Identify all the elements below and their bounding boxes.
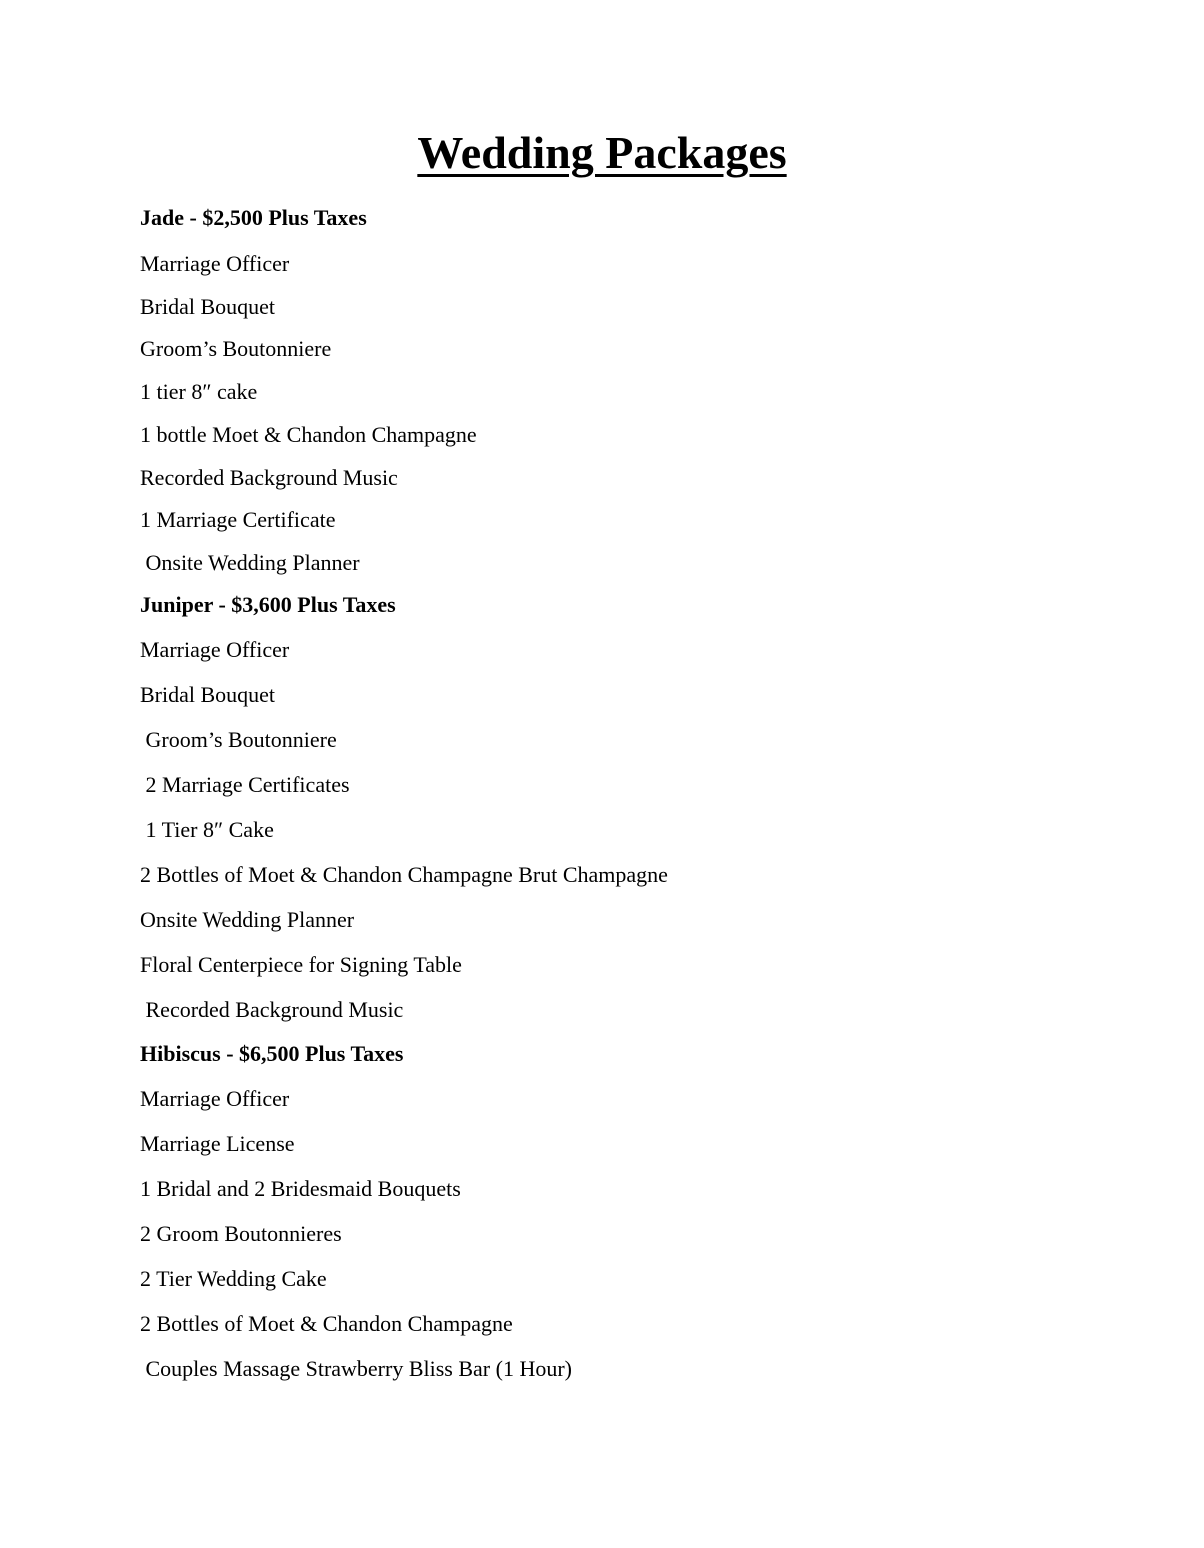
list-item: 1 Bridal and 2 Bridesmaid Bouquets [140, 1176, 461, 1201]
list-item: 2 Tier Wedding Cake [140, 1266, 327, 1291]
list-item: Marriage Officer [140, 637, 290, 662]
list-item: 2 Bottles of Moet & Chandon Champagne Brut Champagne [140, 862, 668, 887]
list-item: Recorded Background Music [140, 465, 398, 490]
list-item: 1 Tier 8″ Cake [140, 817, 274, 842]
list-item: 2 Groom Boutonnieres [140, 1221, 342, 1246]
list-item: 1 Marriage Certificate [140, 507, 336, 532]
list-item: 2 Bottles of Moet & Chandon Champagne [140, 1311, 513, 1336]
list-item: Floral Centerpiece for Signing Table [140, 952, 462, 977]
list-item: Couples Massage Strawberry Bliss Bar (1 Hour) [140, 1356, 572, 1381]
list-item: Onsite Wedding Planner [140, 550, 360, 575]
package-heading-hibiscus: Hibiscus - $6,500 Plus Taxes [140, 1041, 404, 1066]
package-heading-jade: Jade - $2,500 Plus Taxes [140, 205, 367, 230]
list-item: Marriage Officer [140, 251, 290, 276]
list-item: 1 bottle Moet & Chandon Champagne [140, 422, 477, 447]
list-item: 1 tier 8″ cake [140, 379, 258, 404]
list-item: Bridal Bouquet [140, 682, 276, 707]
list-item: Marriage License [140, 1131, 295, 1156]
package-heading-juniper: Juniper - $3,600 Plus Taxes [140, 592, 396, 617]
page-title: Wedding Packages [417, 127, 787, 178]
list-item: Groom’s Boutonniere [140, 727, 337, 752]
list-item: Onsite Wedding Planner [140, 907, 355, 932]
list-item: Recorded Background Music [140, 997, 404, 1022]
list-item: Bridal Bouquet [140, 294, 276, 319]
list-item: 2 Marriage Certificates [140, 772, 350, 797]
list-item: Marriage Officer [140, 1086, 290, 1111]
list-item: Groom’s Boutonniere [140, 336, 332, 361]
